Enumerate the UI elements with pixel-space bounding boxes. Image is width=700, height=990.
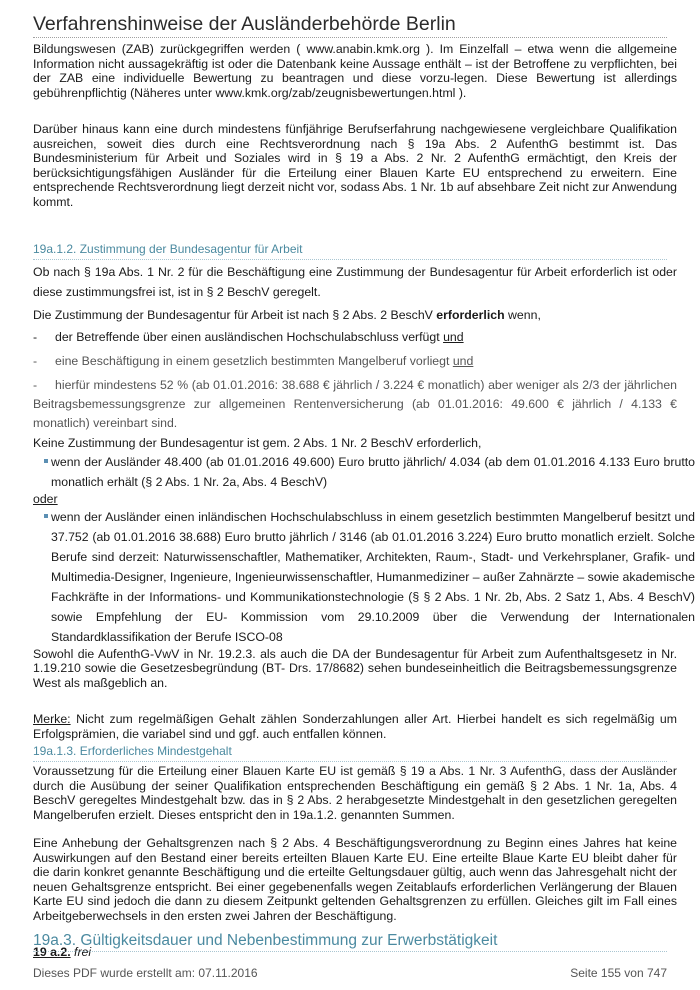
required-text-post: wenn,: [504, 308, 541, 322]
dash-marker: -: [33, 353, 38, 368]
bullet-text: wenn der Ausländer 48.400 (ab 01.01.2016 49.600) Euro brutto jährlich/ 4.034 (ab dem 01.01.2016 4.133 Euro brutto monatlich erhält (§ 2 Abs. 1 Nr. 2a, Abs. 4 BeschV): [51, 455, 695, 489]
bullet-item-jahresgehalt: [33, 452, 695, 492]
condition-item-mangelberuf: [33, 352, 667, 371]
footer-created-date: Dieses PDF wurde erstellt am: 07.11.2016: [33, 966, 258, 980]
footer-page-number: Seite 155 von 747: [570, 966, 667, 980]
bullet-square-icon: [44, 459, 48, 463]
oder-connector: oder: [33, 492, 58, 506]
page-title: Verfahrenshinweise der Ausländerbehörde Berlin: [33, 13, 456, 35]
required-text-bold: erforderlich: [436, 308, 505, 322]
section-heading-mindestgehalt: 19a.1.3. Erforderliches Mindestgehalt: [33, 744, 667, 762]
section-a2-label: 19 a.2.: [33, 945, 71, 959]
condition-text: hierfür mindestens 52 % (ab 01.01.2016: 38.688 € jährlich / 3.224 € monatlich) aber weniger als 2/3 der jährlichen Beitragsbemessungsgrenze zur allgemeinen Rentenversicherung (ab 01.01.2016: 49.600 € jährlich / 4.133 € monatlich) vereinbart sind.: [33, 377, 677, 430]
section-heading-zustimmung: 19a.1.2. Zustimmung der Bundesagentur für Arbeit: [33, 242, 667, 260]
section-heading-gueltigkeitsdauer: 19a.3. Gültigkeitsdauer und Nebenbestimmung zur Erwerbstätigkeit: [33, 932, 498, 949]
merke-label: Merke:: [33, 712, 71, 726]
required-text-pre: Die Zustimmung der Bundesagentur für Arbeit ist nach § 2 Abs. 2 BeschV: [33, 308, 437, 322]
dash-marker: -: [33, 377, 38, 392]
condition-item-gehalt: [33, 376, 677, 433]
paragraph-berufserfahrung: Darüber hinaus kann eine durch mindestens fünfjährige Berufserfahrung nachgewiesene vergleichbare Qualifikation ausreichen, soweit dies durch eine Rechtsverordnung nach § 19a Abs. 2 AufenthG bestimmt ist. Das Bundesministerium für Arbeit und Soziales wird in § 19 a Abs. 2 Nr. 2 AufenthG ermächtigt, den Kreis der berücksichtigungsfähigen Ausländer für die Erteilung einer Blauen Karte EU entsprechend zu erweitern. Eine entsprechende Rechtsverordnung liegt derzeit nicht vor, sodass Abs. 1 Nr. 1b auf absehbare Zeit nicht zur Anwendung kommt.: [33, 122, 677, 209]
paragraph-zustimmung-intro: Ob nach § 19a Abs. 1 Nr. 2 für die Beschäftigung eine Zustimmung der Bundesagentur für Arbeit erforderlich ist oder diese zustimmungsfrei ist, ist in § 2 BeschV geregelt.: [33, 265, 677, 299]
bullet-square-icon: [44, 514, 48, 518]
title-divider: [33, 37, 667, 38]
condition-text: eine Beschäftigung in einem gesetzlich bestimmten Mangelberuf vorliegt: [55, 353, 453, 368]
bullet-text: wenn der Ausländer einen inländischen Hochschulabschluss in einem gesetzlich bestimmten Mangelberuf besitzt und 37.752 (ab 01.01.2016 38.688) Euro brutto jährlich / 3146 (ab 01.01.2016 3.224) Euro brutto monatlich erzielt. Solche Berufe sind derzeit: Naturwissenschaftler, Mathematiker, Architekten, Raum-, Stadt- und Verkehrsplaner, Grafik- und Multimedia-Designer, Ingenieure, Ingenieurwissenschaftler, Humanmediziner – außer Zahnärzte – sowie akademische Fachkräfte in der Informations- und Kommunikationstechnologie (§ § 2 Abs. 1 Nr. 2b, Abs. 2 Satz 1, Abs. 4 BeschV) sowie Empfehlung der EU- Kommission vom 29.10.2009 über die Verwendung der Internationalen Standardklassifikation der Berufe ISCO-08: [51, 509, 695, 644]
paragraph-gehaltsgrenzen: Eine Anhebung der Gehaltsgrenzen nach § 2 Abs. 4 Beschäftigungsverordnung zu Beginn eines Jahres hat keine Auswirkungen auf den Bestand einer bereits erteilten Blauen Karte EU. Eine erteilte Blaue Karte EU bleibt daher für die darin konkret genannte Beschäftigung und die erteilte Geltungsdauer gültig, auch wenn das Jahresgehalt nicht der neuen Gehaltsgrenze entspricht. Bei einer gegebenenfalls wegen Zeitablaufs erforderlichen Verlängerung der Blauen Karte EU sind jedoch die dann zu diesem Zeitpunkt geltenden Gehaltsgrenzen zu erfüllen. Gleiches gilt im Fall eines Arbeitgeberwechsels in den ersten zwei Jahren der Beschäftigung.: [33, 836, 677, 923]
bullet-item-inlaendischer-abschluss: [33, 507, 695, 647]
paragraph-mindestgehalt: Voraussetzung für die Erteilung einer Blauen Karte EU ist gemäß § 19 a Abs. 1 Nr. 3 AufenthG, dass der Ausländer durch die Ausübung der seiner Qualifikation entsprechenden Beschäftigung ein gemäß § 2 Abs. 1 Nr. 1a, Abs. 4 BeschV geregeltes Mindestgehalt bzw. das in § 2 Abs. 2 herabgesetzte Mindestgehalt in den gesetzlichen geregelten Mangelberufen erzielt. Dieses entspricht den in 19a.1.2. genannten Summen.: [33, 764, 677, 822]
condition-und: und: [452, 353, 474, 368]
section-divider: [33, 951, 667, 952]
paragraph-keine-zustimmung: Keine Zustimmung der Bundesagentur ist gem. 2 Abs. 1 Nr. 2 BeschV erforderlich,: [33, 435, 482, 450]
condition-item-hochschulabschluss: [33, 328, 667, 347]
paragraph-zab: Bildungswesen (ZAB) zurückgegriffen werden ( www.anabin.kmk.org ). Im Einzelfall – etwa wenn die allgemeine Information nicht aussagekräftig ist oder die Datenbank keine Aussage enthält – ist der Betroffene zu verpflichten, bei der ZAB eine individuelle Bewertung zu beantragen und diese vorzu-legen. Diese Bewertung ist allerdings gebührenpflichtig (Näheres unter www.kmk.org/zab/zeugnisbewertungen.html ).: [33, 42, 677, 100]
section-a2-text: frei: [70, 945, 92, 959]
paragraph-sowohl: Sowohl die AufenthG-VwV in Nr. 19.2.3. als auch die DA der Bundesagentur für Arbeit zum Aufenthaltsgesetz in Nr. 1.19.210 sowie die Gesetzesbegründung (BT- Drs. 17/8682) sehen bundeseinheitlich die Beitragsbemessungsgrenze West als maßgeblich an.: [33, 646, 677, 690]
main-content: [33, 42, 695, 960]
dash-marker: -: [33, 329, 38, 344]
paragraph-merke: [33, 712, 677, 741]
condition-text: der Betreffende über einen ausländischen Hochschulabschluss verfügt: [55, 329, 444, 344]
paragraph-zustimmung-required: [33, 308, 667, 323]
merke-text: Nicht zum regelmäßigen Gehalt zählen Sonderzahlungen aller Art. Hierbei handelt es sich regelmäßig um Erfolgsprämien, die variabel sind und ggf. auch entfallen können.: [33, 712, 677, 741]
condition-und: und: [443, 329, 464, 344]
